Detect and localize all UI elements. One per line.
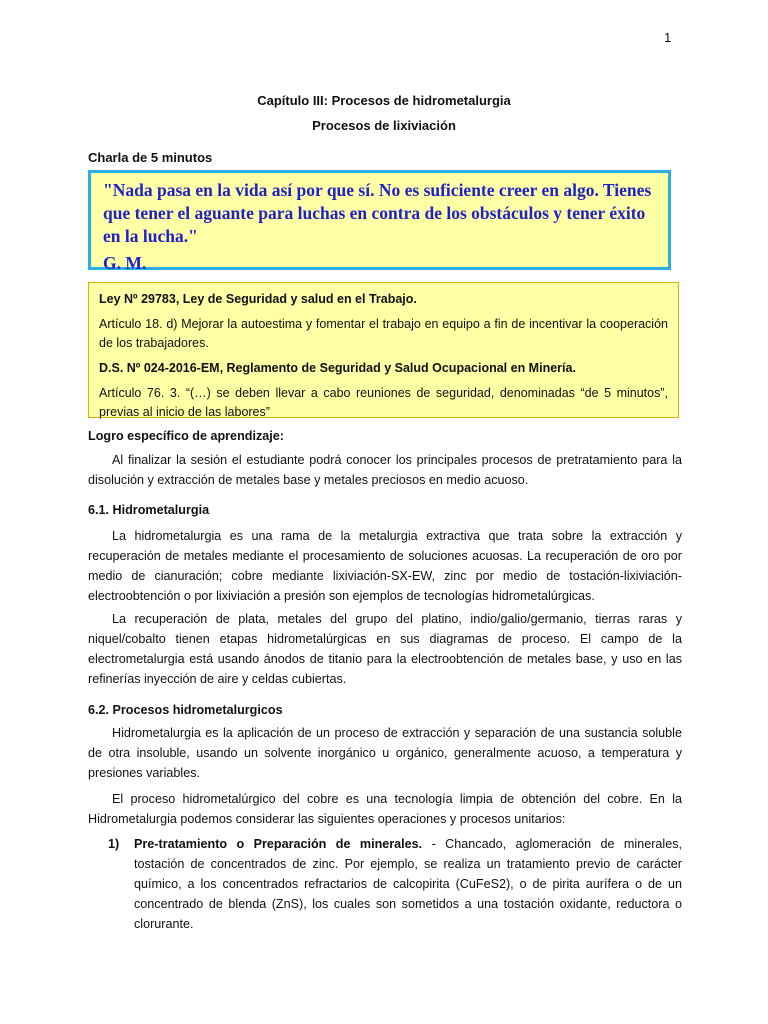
quote-author: G. M. <box>103 253 147 273</box>
law2-title: D.S. Nº 024-2016-EM, Reglamento de Seguridad y Salud Ocupacional en Minería. <box>99 361 576 375</box>
section-6-2-p1: Hidrometalurgia es la aplicación de un proceso de extracción y separación de una sustancia soluble de otra insoluble, usando un solvente inorgánico u orgánico, generalmente acuoso, a temperatura y presiones variables. <box>88 726 682 780</box>
subtitle: Procesos de lixiviación <box>312 118 456 133</box>
logro-heading: Logro específico de aprendizaje: <box>88 429 284 443</box>
list-item-number: 1) <box>108 837 120 851</box>
page-number: 1 <box>664 30 672 45</box>
logro-text: Al finalizar la sesión el estudiante podrá conocer los principales procesos de pretratamiento para la disolución y extracción de metales base y metales preciosos en medio acuoso. <box>88 453 682 487</box>
charla-label: Charla de 5 minutos <box>88 150 213 165</box>
law2-article: Artículo 76. 3. “(…) se deben llevar a cabo reuniones de seguridad, denominadas “de 5 minutos”, previas al inicio de las labores” <box>99 386 668 419</box>
quote-text: "Nada pasa en la vida así por que sí. No es suficiente creer en algo. Tienes que tener el aguante para luchas en contra de los obstáculos y tener éxito en la lucha." <box>103 180 652 246</box>
list-item <box>108 834 682 934</box>
list-item-text: - Chancado, aglomeración de minerales, tostación de concentrados de zinc. Por ejemplo, se realiza un tratamiento previo de carácter químico, a los concentrados refractarios de calcopirita (CuFeS2), o de pirita aurífera o de un concentrado de blenda (ZnS), los cuales son sometidos a una tostación oxidante, reductora o clorurante. <box>134 837 683 931</box>
section-6-1-p1: La hidrometalurgia es una rama de la metalurgia extractiva que trata sobre la extracción y recuperación de metales mediante el procesamiento de soluciones acuosas. La recuperación de oro por medio de cianuración; cobre mediante lixiviación-SX-EW, zinc por medio de tostación-lixiviación-electroobtención o por lixiviación a presión son ejemplos de tecnologías hidrometalúrgicas. <box>88 529 682 603</box>
law-box <box>88 282 679 418</box>
list-item-title: Pre-tratamiento o Preparación de minerales. <box>134 837 423 851</box>
section-6-1-p2: La recuperación de plata, metales del grupo del platino, indio/galio/germanio, tierras raras y niquel/cobalto tienen etapas hidrometalúrgicas en sus diagramas de proceso. El campo de la electrometalurgia está usando ánodos de titanio para la electroobtención de metales base, y uso en las refinerías inyección de aire y celdas cubiertas. <box>88 612 682 686</box>
chapter-title: Capítulo III: Procesos de hidrometalurgia <box>257 93 511 108</box>
section-6-1-heading: 6.1. Hidrometalurgia <box>88 503 210 517</box>
list-item-body <box>134 834 682 934</box>
law1-title: Ley Nº 29783, Ley de Seguridad y salud en el Trabajo. <box>99 292 417 306</box>
law1-article: Artículo 18. d) Mejorar la autoestima y fomentar el trabajo en equipo a fin de incentivar la cooperación de los trabajadores. <box>99 317 668 350</box>
quote-box <box>88 170 671 273</box>
section-6-2-p2: El proceso hidrometalúrgico del cobre es una tecnología limpia de obtención del cobre. En la Hidrometalurgia podemos considerar las siguientes operaciones y procesos unitarios: <box>88 792 682 826</box>
section-6-2-heading: 6.2. Procesos hidrometalurgicos <box>88 703 283 717</box>
